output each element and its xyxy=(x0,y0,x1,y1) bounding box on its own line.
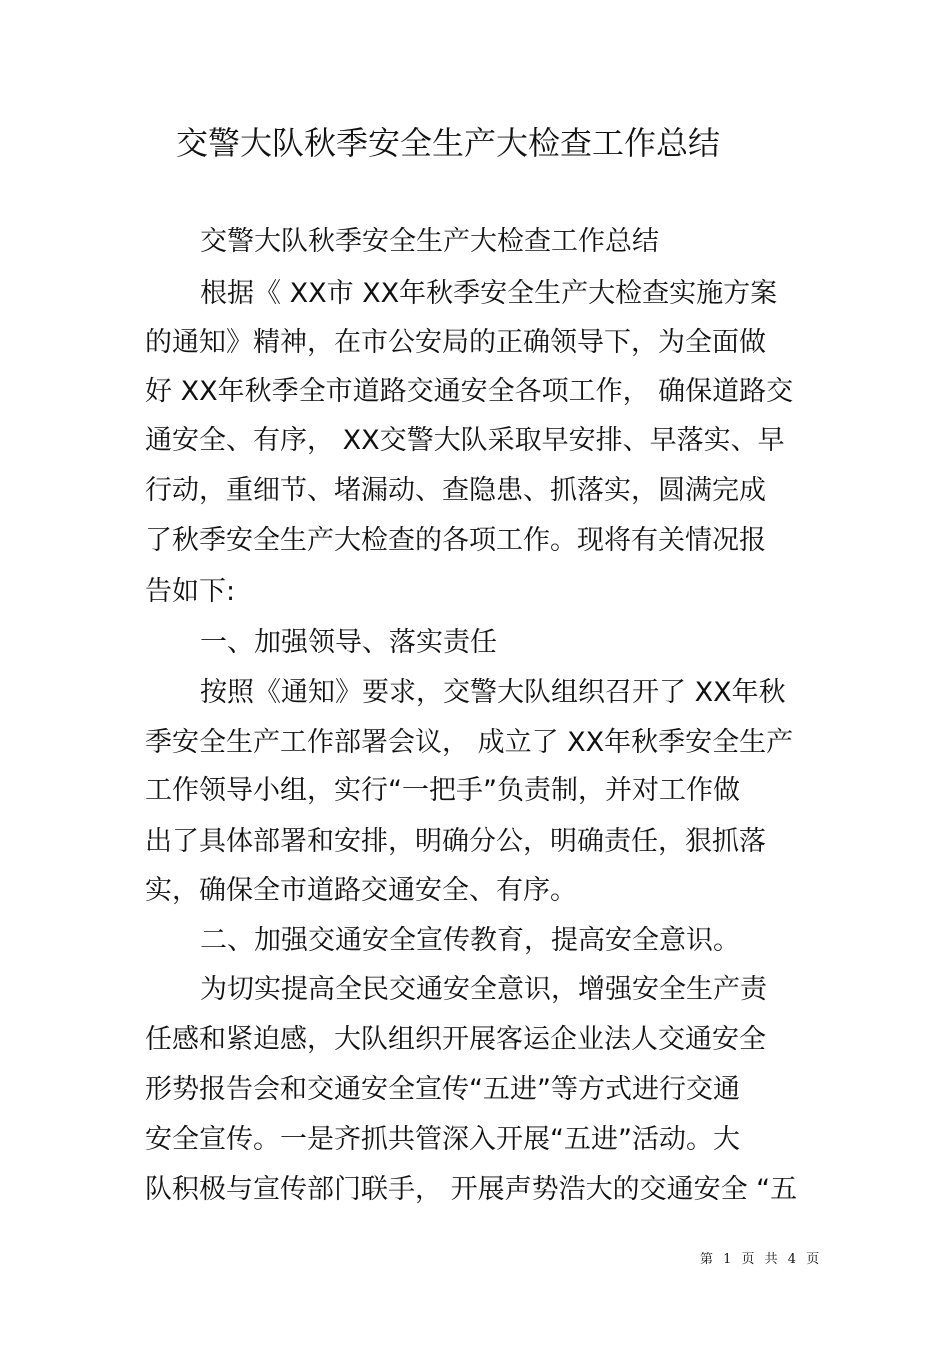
page-title: 交警大队秋季安全生产大检查工作总结 xyxy=(176,124,721,162)
paragraph-line: 工作领导小组，实行“一把手”负责制，并对工作做 xyxy=(145,775,740,806)
paragraph-line: 安全宣传。一是齐抓共管深入开展“五进”活动。大 xyxy=(145,1124,740,1155)
subtitle-line: 交警大队秋季安全生产大检查工作总结 xyxy=(200,226,659,257)
paragraph-line: 为切实提高全民交通安全意识，增强安全生产责 xyxy=(200,974,767,1005)
page-number-footer: 第 1 页 共 4 页 xyxy=(700,1252,823,1267)
paragraph-line: 形势报告会和交通安全宣传“五进”等方式进行交通 xyxy=(145,1074,740,1105)
paragraph-line: 好 XX年秋季全市道路交通安全各项工作， 确保道路交 xyxy=(145,376,794,407)
paragraph-line: 通安全、有序， XX交警大队采取早安排、早落实、早 xyxy=(145,425,785,456)
paragraph-line: 任感和紧迫感，大队组织开展客运企业法人交通安全 xyxy=(145,1024,766,1055)
paragraph-line: 根据《 XX市 XX年秋季安全生产大检查实施方案 xyxy=(200,278,778,309)
paragraph-line: 的通知》精神，在市公安局的正确领导下，为全面做 xyxy=(145,327,766,358)
section-heading: 一、加强领导、落实责任 xyxy=(200,627,497,658)
paragraph-line: 出了具体部署和安排，明确分公，明确责任，狠抓落 xyxy=(145,826,766,857)
paragraph-line: 按照《通知》要求，交警大队组织召开了 XX年秋 xyxy=(200,677,786,708)
paragraph-line: 告如下: xyxy=(145,576,236,607)
section-heading: 二、加强交通安全宣传教育，提高安全意识。 xyxy=(200,925,740,956)
paragraph-line: 队积极与宣传部门联手， 开展声势浩大的交通安全 “五 xyxy=(145,1174,798,1205)
paragraph-line: 季安全生产工作部署会议， 成立了 XX年秋季安全生产 xyxy=(145,727,794,758)
paragraph-line: 实，确保全市道路交通安全、有序。 xyxy=(145,875,577,906)
paragraph-line: 行动，重细节、堵漏动、查隐患、抓落实，圆满完成 xyxy=(145,475,766,506)
paragraph-line: 了秋季安全生产大检查的各项工作。现将有关情况报 xyxy=(145,525,766,556)
